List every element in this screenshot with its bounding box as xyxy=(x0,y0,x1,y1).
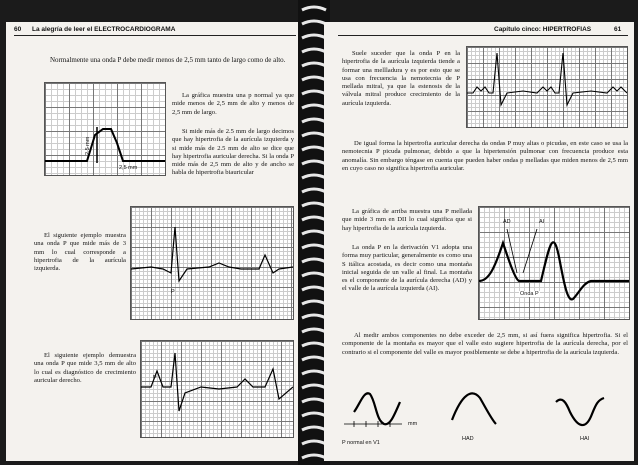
right-page-number: 61 xyxy=(614,26,622,33)
example1-ecg-trace xyxy=(131,207,293,319)
width-label: 2,5 mm xyxy=(119,165,138,171)
mm-unit-label: mm xyxy=(408,421,418,427)
example1-text: El siguiente ejemplo muestra una onda P que mide más de 3 mm lo cual corresponde a hipertrofia de la aurícula izquierda. xyxy=(34,232,126,273)
normal-p-wave-chart xyxy=(44,82,166,176)
p-normal-v1-label: P normal en V1 xyxy=(342,440,380,446)
onda-p-label: Onda P xyxy=(520,291,539,297)
example2-ecg-trace xyxy=(141,341,293,437)
fig1-caption-2: Si mide más de 2.5 mm de largo decimos que hay hipertrofia de la aurícula izquierda y si mide más de 2.5 mm de alto se dice que hay hipertrofia auricular derecha. Si la onda P mide más de 2,5 mm de alto y de ancho se habla de hipertrofia biauricular xyxy=(172,128,294,177)
mellada-ecg-trace xyxy=(467,47,627,127)
example2-p-label: P xyxy=(153,375,157,381)
ad-label: AD xyxy=(503,219,511,225)
mellada-ecg-chart xyxy=(466,46,628,128)
left-header-rule xyxy=(14,35,296,36)
left-page xyxy=(6,22,302,461)
hai-wave xyxy=(556,398,604,425)
had-wave xyxy=(452,393,496,424)
normal-p-wave-trace xyxy=(45,83,165,175)
height-label: 2,5 mm xyxy=(85,136,91,155)
right-running-title: Capítulo cinco: HIPERTROFIAS xyxy=(494,26,592,33)
paragraph-measure: Al medir ambos componentes no debe exceder de 2,5 mm, si así fuera significa hipertrofia. Si el componente de la montaña es mayor que el valle esto sugiere hipertrofia de la aurícula derecha, por el contrario si el componente del valle es mayor posiblemente se debe a hipertrofia de la aurícula izquierda. xyxy=(342,332,628,356)
paragraph-v1: La onda P en la derivación V1 adopta una forma muy particular, generalmente es como una S itálica acostada, es decir como una montaña inicial seguida de un valle al final. La montaña es el componente de la aurícula derecha (AD) y el valle de la aurícula izquierda (AI). xyxy=(342,244,472,293)
p-normal-v1-wave xyxy=(354,393,400,424)
example1-ecg-chart xyxy=(130,206,294,320)
example1-p-label: P xyxy=(171,289,175,295)
v1-p-wave-chart xyxy=(478,206,630,320)
intro-paragraph: Normalmente una onda P debe medir menos de 2,5 mm tanto de largo como de alto. xyxy=(50,56,286,64)
left-page-number: 60 xyxy=(14,26,22,33)
left-running-title: La alegría de leer el ELECTROCARDIOGRAMA xyxy=(32,26,176,33)
ai-label: AI xyxy=(539,219,545,225)
fig1-caption: La gráfica muestra una p normal ya que mide menos de 2,5 mm de alto y menos de 2,5 mm de largo. xyxy=(172,92,294,116)
v1-p-wave-trace xyxy=(479,207,629,319)
example2-ecg-chart xyxy=(140,340,294,438)
paragraph-dii: La gráfica de arriba muestra una P mellada que mide 3 mm en DII lo cual significa que si hay hipertrofia de la aurícula izquierda. xyxy=(342,208,472,232)
paragraph-p-mellada: Suele suceder que la onda P en la hipertrofia de la aurícula izquierda tiende a formar una mellladura y es por esto que se usa con frecuencia la nemotecnia de P mellada mitral, ya que la estenosis de la válvula mitral produce crecimiento de la aurícula izquierda. xyxy=(342,50,460,107)
had-label: HAD xyxy=(462,436,474,442)
hai-label: HAI xyxy=(580,436,590,442)
example2-text: El siguiente ejemplo demuestra una onda P que mide 3,5 mm de alto lo cual es diagnóstico de crecimiento auricular derecho. xyxy=(34,352,136,384)
right-page xyxy=(324,22,634,461)
paragraph-p-picuda: De igual forma la hipertrofia auricular derecha da ondas P muy altas o picudas, en este caso se usa la nemotecnia P picuda pulmonar, debido a que la hipertensión pulmonar con frecuencia produce esta anomalía. Sin embargo téngase en cuenta que pueden haber ondas p melladas que miden menos de 2,5 mm en cuyo caso no significa hipertrofia auricular. xyxy=(342,140,628,172)
right-header-rule xyxy=(338,35,628,36)
v1-wave-illustrations xyxy=(342,384,632,444)
